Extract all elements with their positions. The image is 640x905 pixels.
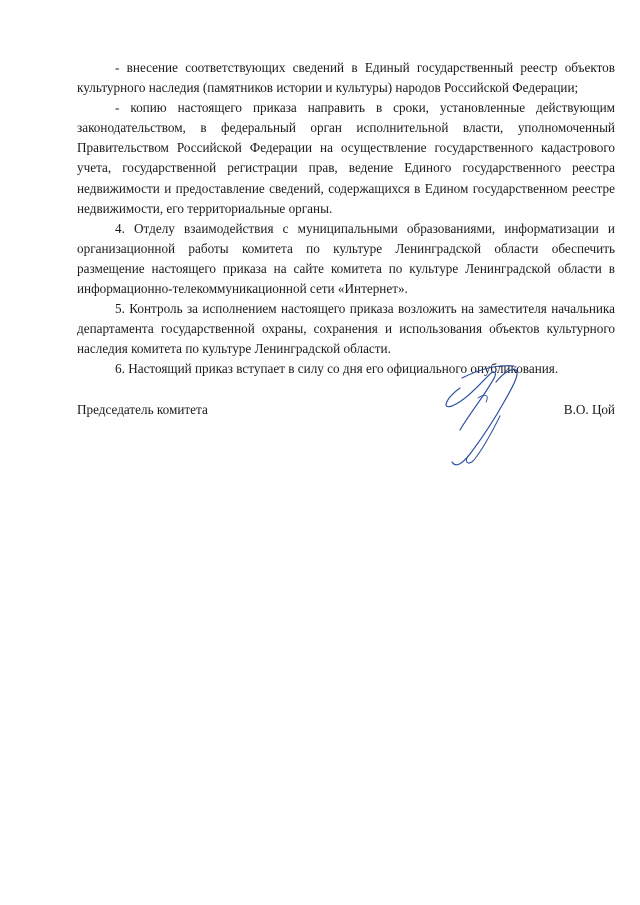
paragraph-register-entry: - внесение соответствующих сведений в Единый государственный реестр объектов культурного наследия (памятников истории и культуры) народов Российской Федерации; xyxy=(77,60,615,96)
signatory-title: Председатель комитета xyxy=(77,402,208,417)
paragraph-item-5: 5. Контроль за исполнением настоящего приказа возложить на заместителя начальника департамента государственной охраны, сохранения и использования объектов культурного наследия комитета по культуре Ленинградской области. xyxy=(77,301,615,357)
paragraph-item-4: 4. Отделу взаимодействия с муниципальными образованиями, информатизации и организационной работы комитета по культуре Ленинградской области обеспечить размещение настоящего приказа на сайте комитета по культуре Ленинградской области в информационно-телекоммуникационной сети «Интернет». xyxy=(77,220,615,297)
paragraph-send-copy: - копию настоящего приказа направить в сроки, установленные действующим законодательством, в федеральный орган исполнительной власти, уполномоченный Правительством Российской Федерации на осуществление государственного кадастрового учета, государственной регистрации прав, ведение Единого государственного реестра недвижимости и предоставление сведений, содержащихся в Едином государственном реестре недвижимости, его территориальные органы. xyxy=(77,100,615,216)
paragraph-item-6: 6. Настоящий приказ вступает в силу со дня его официального опубликования. xyxy=(115,361,559,377)
document-body xyxy=(77,58,615,380)
handwritten-signature xyxy=(438,358,528,470)
signature-block xyxy=(77,400,615,420)
signatory-name: В.О. Цой xyxy=(563,402,615,417)
